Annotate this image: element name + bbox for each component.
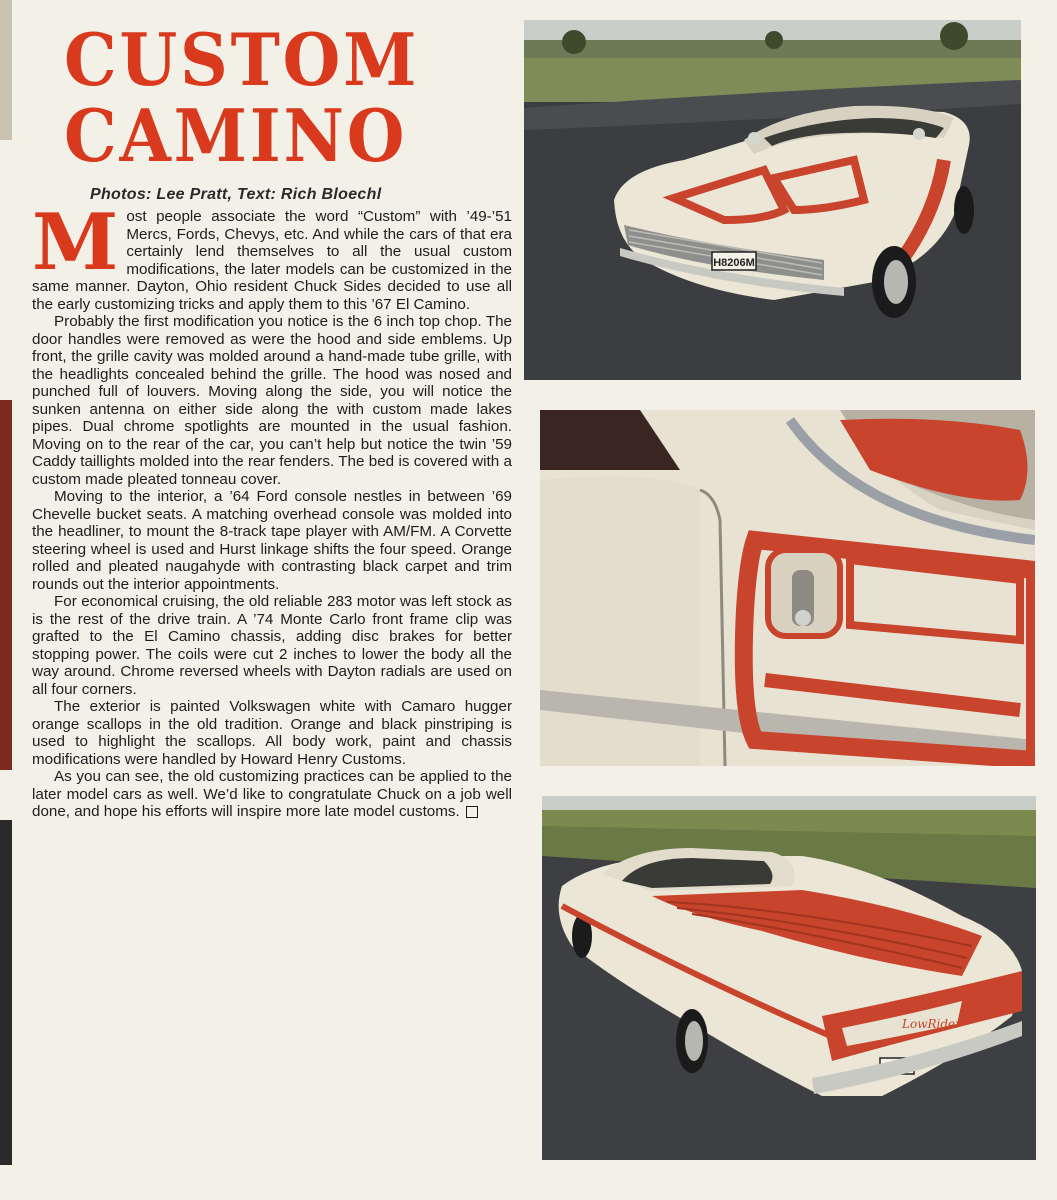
paragraph-3: Moving to the interior, a ’64 Ford console nestles in between ’69 Chevelle bucket seats. A matching overhead console was molded into the headliner, to mount the 8-track tape player with AM/FM. A Corvette steering wheel is used and Hurst linkage shifts the four speed. Orange rolled and pleated naugahyde with contrasting black carpet and trim rounds out the interior appointments. bbox=[32, 488, 512, 593]
page-edge-strip bbox=[0, 0, 12, 140]
rear-script-badge: LowRider bbox=[902, 1017, 961, 1031]
car-front-illustration bbox=[524, 20, 1021, 380]
paragraph-4: For economical cruising, the old reliable 283 motor was left stock as is the rest of the drive train. A ’74 Monte Carlo front frame clip was grafted to the El Camino chassis, adding disc brakes for better stopping power. The coils were cut 2 inches to lower the body all the way around. Chrome reversed wheels with Dayton radials are used on all four corners. bbox=[32, 593, 512, 698]
car-rear-illustration bbox=[542, 796, 1036, 1160]
drop-cap: M bbox=[32, 197, 119, 288]
title-line-2: CAMINO bbox=[64, 93, 408, 178]
paragraph-6 bbox=[32, 768, 512, 821]
page-edge-strip bbox=[0, 400, 12, 770]
article-credits: Photos: Lee Pratt, Text: Rich Bloechl bbox=[90, 186, 382, 203]
front-license-plate: H8206M bbox=[713, 257, 755, 269]
end-mark-icon bbox=[466, 806, 478, 818]
paragraph-5: The exterior is painted Volkswagen white with Camaro hugger orange scallops in the old tradition. Orange and black pinstriping is used to highlight the scallops. All body work, paint and chassis modifications were handled by Howard Henry Customs. bbox=[32, 698, 512, 768]
title-line-1: CUSTOM bbox=[64, 17, 420, 102]
photo-front-view bbox=[524, 20, 1021, 380]
page-edge-strip bbox=[0, 820, 12, 1165]
article-title bbox=[64, 17, 420, 178]
paragraph-text: ost people associate the word “Custom” with ’49-’51 Mercs, Fords, Chevys, etc. And while the cars of that era certainly lend themselves to all the usual custom modifications, the later models can be customized in the same manner. Dayton, Ohio resident Chuck Sides decided to use all the early customizing tricks and apply them to this ’67 El Camino. bbox=[32, 208, 512, 313]
article-body bbox=[32, 197, 512, 821]
paragraph-text: As you can see, the old customizing practices can be applied to the later model cars as well. We’d like to congratulate Chuck on a job well done, and hope his efforts will inspire more late model customs. bbox=[32, 768, 512, 820]
photo-antenna-detail bbox=[540, 410, 1035, 766]
paragraph-2: Probably the first modification you notice is the 6 inch top chop. The door handles were removed as were the hood and side emblems. Up front, the grille cavity was molded around a hand-made tube grille, with the headlights concealed behind the grille. The hood was nosed and punched full of louvers. Moving along the side, you will notice the sunken antenna on either side along the with custom made lakes pipes. Dual chrome spotlights are mounted in the usual fashion. Moving on to the rear of the car, you can’t help but notice the twin ’59 Caddy taillights molded into the rear fenders. The bed is covered with a custom made pleated tonneau cover. bbox=[32, 313, 512, 488]
photo-rear-view bbox=[542, 796, 1036, 1160]
side-detail-illustration bbox=[540, 410, 1035, 766]
paragraph-1 bbox=[32, 197, 512, 313]
